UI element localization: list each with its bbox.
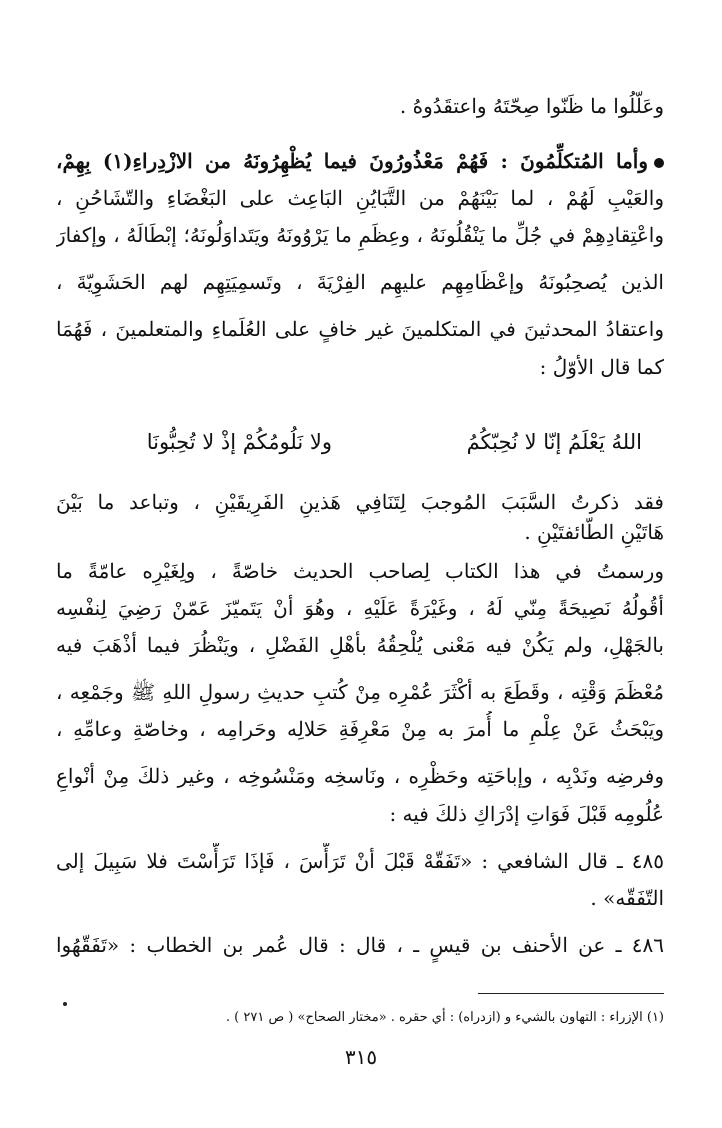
text-line-10: ورسمتُ في هذا الكتاب لِصاحب الحديث خاصّةً ، ولِغَيْرِه عامّةً ما bbox=[56, 559, 664, 583]
verse-hemistich-2: ولا نَلُومُكُمْ إذْ لا تُحِبُّونَا bbox=[146, 430, 332, 454]
text-line-12: بالجَهْلِ، ولم يَكُنْ فيه مَعْنى يُلْحِقُهُ بأهْلِ الفَضْلِ ، ويَنْظُرَ فيما أذْهَبَ فيه bbox=[56, 633, 664, 657]
hadith-486-line-1: ٤٨٦ ـ عن الأحنف بن قيسٍ ـ ، قال : قال عُمر بن الخطاب : «تَفَقّهُوا bbox=[56, 933, 664, 957]
text-line-15: وفرضِه ونَدْبِه ، وإباحَتِه وحَظْرِه ، ونَاسخِه ومَنْسُوخِه ، وغير ذلكَ مِنْ أنْواعِ bbox=[56, 764, 664, 788]
text-line-1: وعَلّلُوا ما ظَنّوا صِحّتَهُ واعتقَدُوهُ . bbox=[399, 94, 664, 118]
stray-dot-mark bbox=[63, 1002, 67, 1006]
section-heading-text: وأما المُتكلِّمُونَ : فَهُمْ مَعْذُورُونَ فيما يُظْهِرُونَهُ من الازْدِراءِ(١) بِهِمْ، bbox=[56, 149, 649, 173]
text-line-7: كما قال الأوّلُ : bbox=[539, 355, 664, 379]
footnote-1: (١) الإزراء : التهاون بالشيء و (ازدراه) : أي حقره . «مختار الصحاح» ( ص ٢٧١ ) . bbox=[225, 1010, 664, 1025]
text-line-8: فقد ذكرتُ السَّبَبَ المُوجبَ لِتَنَافِي هَذينِ الفَرِيقَيْنِ ، وتباعد ما بَيْنَ bbox=[56, 490, 664, 514]
hadith-485-line-2: التّفَقّه» . bbox=[590, 886, 664, 910]
text-line-3: والعَيْبِ لَهُمْ ، لما بَيْنَهُمْ من التَّبَايُنِ البَاعِث على البَغْضَاءِ والتّشَاحُنِ ، bbox=[56, 186, 664, 210]
verse-hemistich-1: اللهُ يَعْلَمُ إنّا لا نُحِبّكُمُ bbox=[466, 430, 642, 454]
hadith-485-line-1: ٤٨٥ ـ قال الشافعي : «تَفَقّهْ قَبْلَ أنْ تَرَأّسَ ، فَإذَا تَرَأّسْتَ فلا سَبِيلَ إلى bbox=[56, 849, 664, 873]
footnote-divider bbox=[478, 993, 664, 994]
text-line-14: ويَبْحَثُ عَنْ عِلْمِ ما أُمرَ به مِنْ مَعْرِفَةِ حَلالِه وحَرامِه ، وخاصّةِ وعامِّهِ ، bbox=[56, 717, 664, 741]
bullet-icon bbox=[654, 158, 664, 168]
text-line-4: واعْتِقادِهِمْ في جُلِّ ما يَنْقُلُونَهُ ، وعِظَمِ ما يَرْوُونَهُ ويَتَداوَلُونَهُ؛ إبْطَالَهُ ، وإكفارَ bbox=[56, 223, 664, 247]
text-line-9: هَاتَيْنِ الطّائفتَيْنِ . bbox=[524, 520, 664, 544]
text-line-5: الذين يُصحِبُونَهُ وإعْظَامِهِم عليهِم الفِرْيَةَ ، وتَسمِيَتِهِم لهم الحَشَوِيّةَ ، bbox=[56, 270, 664, 294]
page-number: ٣١٥ bbox=[344, 1045, 378, 1069]
text-line-13: مُعْظَمَ وَقْتِه ، وقَطَعَ به أكْثَرَ عُمْرِه مِنْ كُتبِ حديثِ رسولِ اللهِ ﷺ وجَمْعِه ، bbox=[56, 680, 664, 704]
text-line-11: أقُولُهُ نَصِيحَةً مِنّي لَهُ ، وغَيْرَةً عَلَيْهِ ، وهُوَ أنْ يَتَميّزَ عَمّنْ رَضِيَ لِنفْسِه bbox=[56, 596, 664, 620]
section-heading-line bbox=[56, 143, 664, 179]
text-line-16: عُلُومِه قَبْلَ فَوَاتِ إدْرَاكِ ذلكَ فيه : bbox=[389, 802, 664, 826]
text-line-6: واعتقادُ المحدثينَ في المتكلمينَ غير خافٍ على العُلَماءِ والمتعلمينَ ، فَهُمَا bbox=[56, 317, 664, 341]
